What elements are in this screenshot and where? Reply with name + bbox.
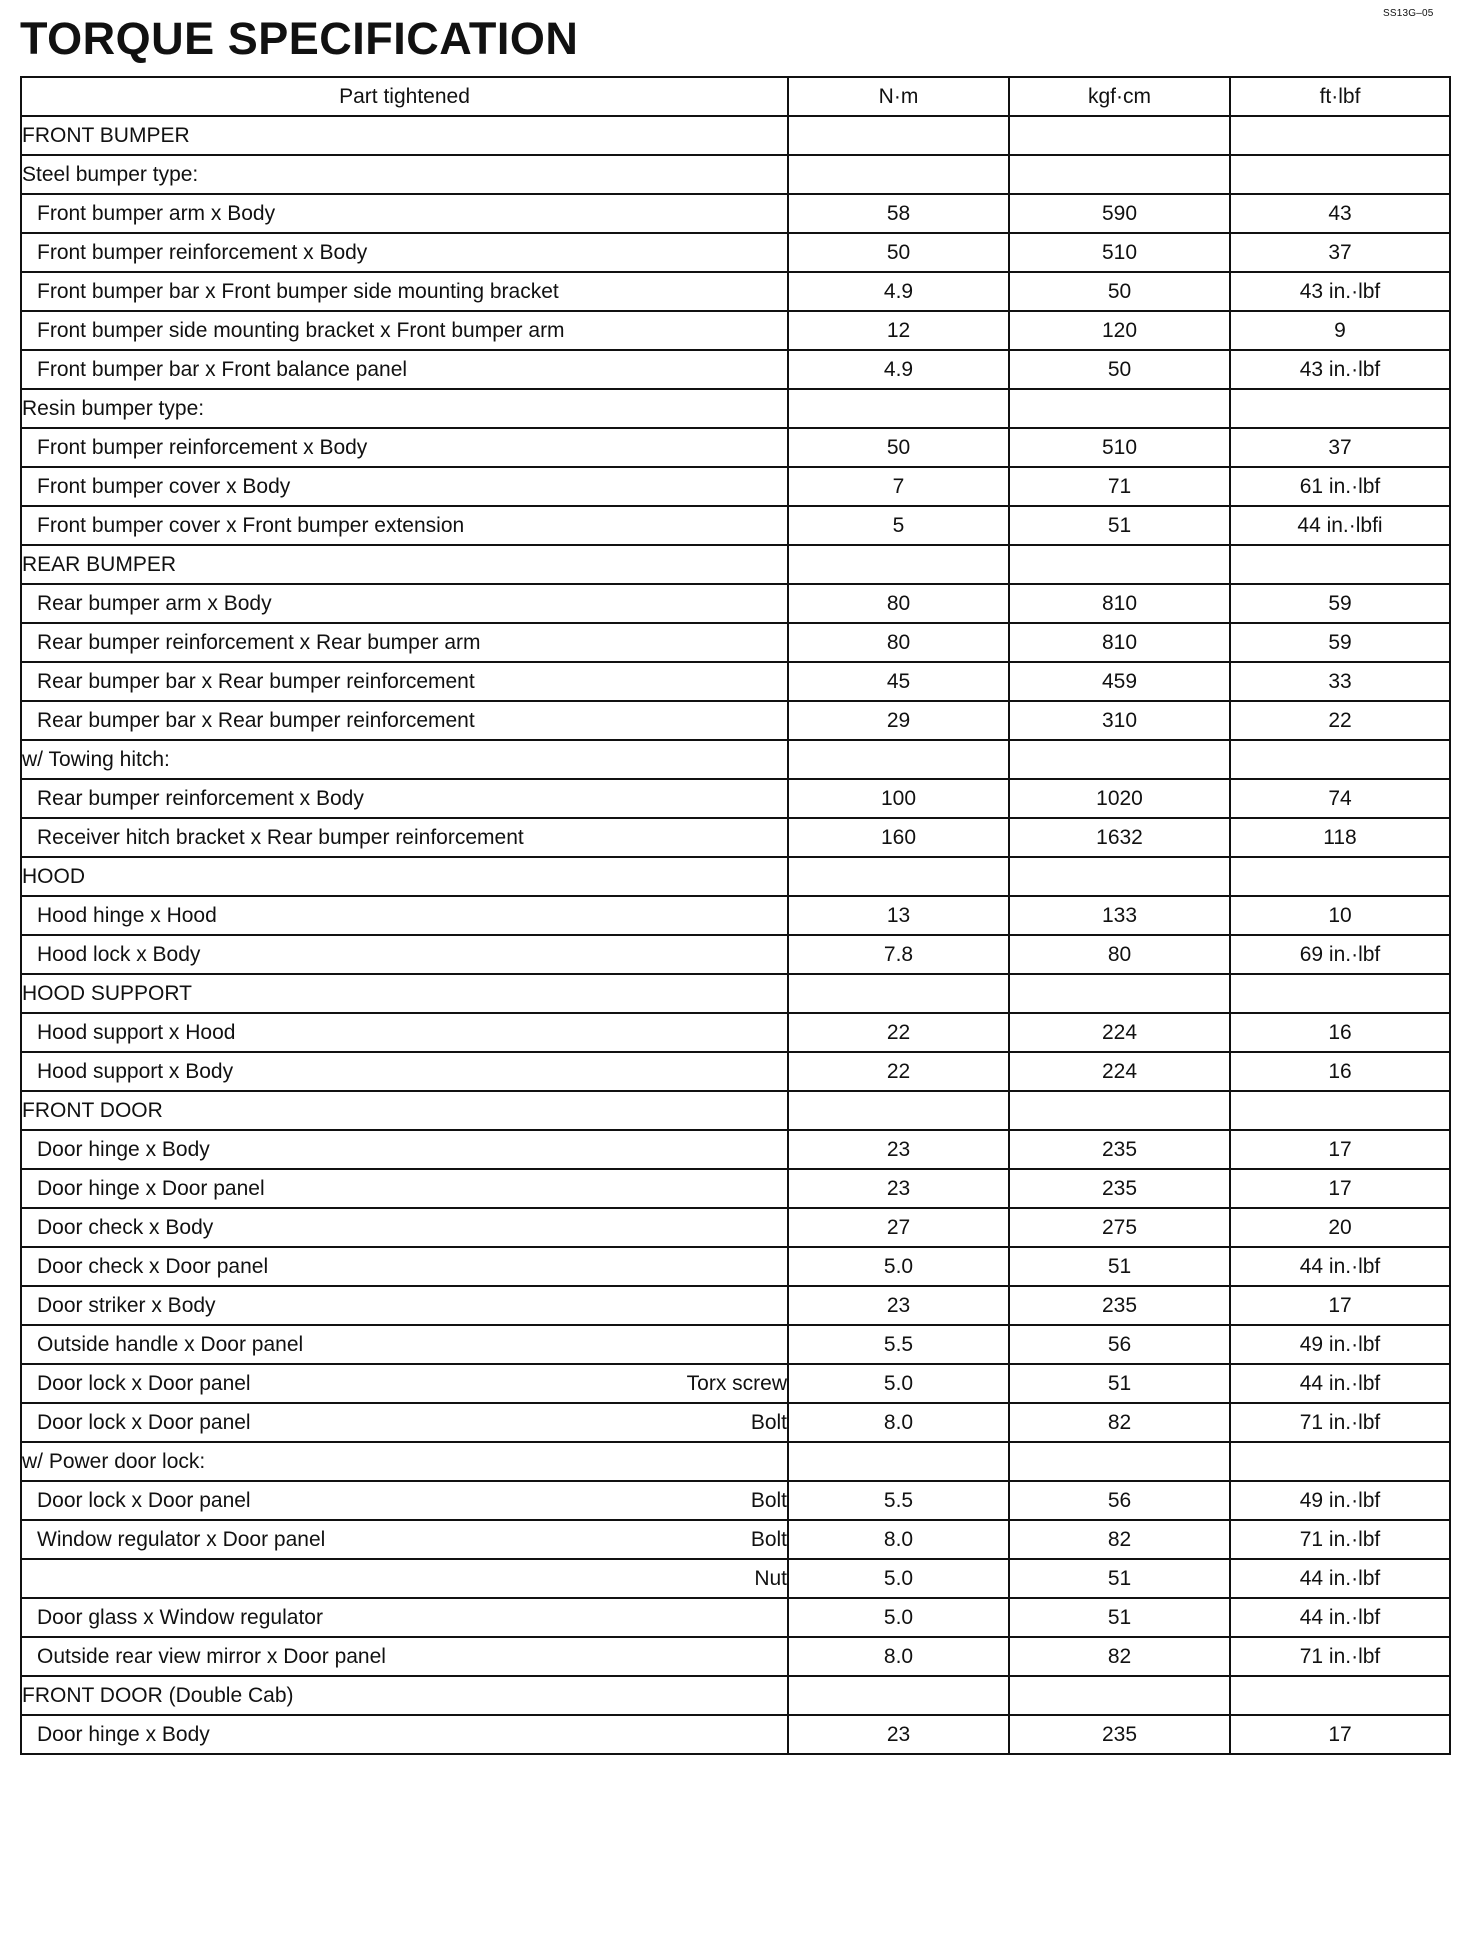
table-row <box>21 701 1450 740</box>
cell-kgf-cm: 51 <box>1009 1247 1230 1286</box>
cell-kgf-cm: 50 <box>1009 350 1230 389</box>
cell-ft-lbf <box>1230 1676 1450 1715</box>
cell-kgf-cm: 1632 <box>1009 818 1230 857</box>
cell-nm <box>788 1442 1009 1481</box>
cell-part <box>21 116 788 155</box>
cell-ft-lbf: 71 in.·lbf <box>1230 1403 1450 1442</box>
cell-part <box>21 1715 788 1754</box>
cell-kgf-cm: 51 <box>1009 1559 1230 1598</box>
cell-part-label: Steel bumper type: <box>22 162 199 186</box>
table-row <box>21 1520 1450 1559</box>
cell-part <box>21 1013 788 1052</box>
table-row <box>21 935 1450 974</box>
table-row <box>21 389 1450 428</box>
cell-part <box>21 194 788 233</box>
cell-part-note: Nut <box>754 1566 787 1590</box>
cell-kgf-cm: 80 <box>1009 935 1230 974</box>
cell-kgf-cm: 50 <box>1009 272 1230 311</box>
cell-ft-lbf: 44 in.·lbf <box>1230 1364 1450 1403</box>
cell-nm: 5.0 <box>788 1364 1009 1403</box>
cell-part-label: Front bumper arm x Body <box>37 201 276 225</box>
cell-kgf-cm: 51 <box>1009 506 1230 545</box>
table-row <box>21 1052 1450 1091</box>
cell-nm: 5.5 <box>788 1481 1009 1520</box>
cell-part-label: Outside handle x Door panel <box>37 1332 304 1356</box>
table-row <box>21 857 1450 896</box>
cell-nm: 5 <box>788 506 1009 545</box>
cell-nm: 100 <box>788 779 1009 818</box>
cell-nm <box>788 545 1009 584</box>
table-row <box>21 1247 1450 1286</box>
cell-part-note: Bolt <box>750 1488 787 1512</box>
cell-kgf-cm <box>1009 389 1230 428</box>
cell-nm <box>788 1091 1009 1130</box>
cell-kgf-cm <box>1009 857 1230 896</box>
cell-ft-lbf: 16 <box>1230 1052 1450 1091</box>
cell-part <box>21 389 788 428</box>
table-row <box>21 1130 1450 1169</box>
cell-part-label: Hood support x Hood <box>37 1020 236 1044</box>
cell-ft-lbf: 61 in.·lbf <box>1230 467 1450 506</box>
cell-kgf-cm <box>1009 1442 1230 1481</box>
cell-part-label: Door hinge x Body <box>37 1722 210 1746</box>
header-nm: N·m <box>788 77 1009 116</box>
cell-ft-lbf <box>1230 857 1450 896</box>
cell-part <box>21 311 788 350</box>
cell-nm: 13 <box>788 896 1009 935</box>
table-row <box>21 194 1450 233</box>
cell-nm: 8.0 <box>788 1520 1009 1559</box>
cell-part <box>21 1364 788 1403</box>
cell-kgf-cm: 810 <box>1009 623 1230 662</box>
cell-part-label: Door striker x Body <box>37 1293 216 1317</box>
cell-kgf-cm: 590 <box>1009 194 1230 233</box>
cell-part <box>21 584 788 623</box>
cell-nm <box>788 857 1009 896</box>
cell-ft-lbf <box>1230 1091 1450 1130</box>
cell-part <box>21 818 788 857</box>
cell-nm: 5.0 <box>788 1247 1009 1286</box>
table-row <box>21 311 1450 350</box>
cell-ft-lbf: 71 in.·lbf <box>1230 1520 1450 1559</box>
table-row <box>21 155 1450 194</box>
cell-nm: 22 <box>788 1052 1009 1091</box>
cell-part-label: Rear bumper reinforcement x Rear bumper arm <box>37 630 481 654</box>
cell-ft-lbf <box>1230 389 1450 428</box>
header-ft-lbf: ft·lbf <box>1230 77 1450 116</box>
cell-ft-lbf: 22 <box>1230 701 1450 740</box>
cell-part <box>21 1169 788 1208</box>
cell-part-label: Rear bumper reinforcement x Body <box>37 786 364 810</box>
table-row <box>21 1286 1450 1325</box>
cell-kgf-cm: 51 <box>1009 1598 1230 1637</box>
cell-part <box>21 1247 788 1286</box>
cell-kgf-cm: 71 <box>1009 467 1230 506</box>
cell-kgf-cm <box>1009 974 1230 1013</box>
cell-part-label: Hood hinge x Hood <box>37 903 217 927</box>
cell-kgf-cm: 56 <box>1009 1325 1230 1364</box>
cell-ft-lbf: 33 <box>1230 662 1450 701</box>
cell-part-label: Hood support x Body <box>37 1059 234 1083</box>
cell-kgf-cm: 459 <box>1009 662 1230 701</box>
table-row <box>21 233 1450 272</box>
cell-nm: 80 <box>788 623 1009 662</box>
cell-ft-lbf: 17 <box>1230 1715 1450 1754</box>
cell-part-label: Door check x Body <box>37 1215 214 1239</box>
table-row <box>21 116 1450 155</box>
cell-part <box>21 1130 788 1169</box>
cell-kgf-cm: 235 <box>1009 1715 1230 1754</box>
table-row <box>21 467 1450 506</box>
cell-part <box>21 1052 788 1091</box>
cell-part-label: w/ Power door lock: <box>22 1449 206 1473</box>
cell-part <box>21 350 788 389</box>
cell-nm: 27 <box>788 1208 1009 1247</box>
cell-nm: 23 <box>788 1286 1009 1325</box>
cell-kgf-cm <box>1009 545 1230 584</box>
cell-part <box>21 701 788 740</box>
cell-part-label: Door hinge x Door panel <box>37 1176 265 1200</box>
cell-part-label: Resin bumper type: <box>22 396 205 420</box>
table-row <box>21 662 1450 701</box>
cell-ft-lbf <box>1230 974 1450 1013</box>
cell-ft-lbf: 44 in.·lbf <box>1230 1247 1450 1286</box>
cell-nm: 29 <box>788 701 1009 740</box>
cell-part <box>21 233 788 272</box>
cell-part <box>21 272 788 311</box>
cell-nm: 5.5 <box>788 1325 1009 1364</box>
table-row <box>21 1481 1450 1520</box>
cell-part <box>21 1676 788 1715</box>
torque-table <box>20 76 1451 1755</box>
cell-ft-lbf <box>1230 740 1450 779</box>
cell-part-label: Front bumper cover x Body <box>37 474 291 498</box>
cell-ft-lbf: 10 <box>1230 896 1450 935</box>
cell-nm <box>788 1676 1009 1715</box>
cell-part-label: HOOD <box>22 864 85 888</box>
cell-ft-lbf: 43 <box>1230 194 1450 233</box>
cell-part-label: Front bumper reinforcement x Body <box>37 240 368 264</box>
cell-part-label: Door lock x Door panel <box>37 1410 251 1434</box>
cell-part-label: Door glass x Window regulator <box>37 1605 323 1629</box>
cell-ft-lbf: 9 <box>1230 311 1450 350</box>
table-row <box>21 428 1450 467</box>
cell-part <box>21 467 788 506</box>
cell-nm: 50 <box>788 428 1009 467</box>
cell-part <box>21 857 788 896</box>
cell-ft-lbf: 37 <box>1230 428 1450 467</box>
cell-part-label: Rear bumper bar x Rear bumper reinforcement <box>37 708 475 732</box>
page-title: TORQUE SPECIFICATION <box>20 13 579 64</box>
cell-part-note: Bolt <box>750 1527 787 1551</box>
table-row <box>21 818 1450 857</box>
cell-ft-lbf: 44 in.·lbf <box>1230 1559 1450 1598</box>
cell-part-label: Door lock x Door panel <box>37 1371 251 1395</box>
cell-kgf-cm: 810 <box>1009 584 1230 623</box>
cell-part <box>21 1403 788 1442</box>
table-row <box>21 740 1450 779</box>
cell-part <box>21 1091 788 1130</box>
cell-nm: 50 <box>788 233 1009 272</box>
table-row <box>21 623 1450 662</box>
cell-part-label: REAR BUMPER <box>22 552 177 576</box>
cell-part <box>21 1559 788 1598</box>
cell-ft-lbf <box>1230 116 1450 155</box>
cell-part-label: HOOD SUPPORT <box>22 981 192 1005</box>
cell-nm <box>788 155 1009 194</box>
cell-ft-lbf: 17 <box>1230 1169 1450 1208</box>
cell-part <box>21 1442 788 1481</box>
cell-ft-lbf <box>1230 1442 1450 1481</box>
cell-nm: 8.0 <box>788 1403 1009 1442</box>
cell-ft-lbf: 20 <box>1230 1208 1450 1247</box>
cell-ft-lbf: 59 <box>1230 584 1450 623</box>
table-row <box>21 1676 1450 1715</box>
cell-kgf-cm: 1020 <box>1009 779 1230 818</box>
cell-ft-lbf: 43 in.·lbf <box>1230 272 1450 311</box>
table-row <box>21 1013 1450 1052</box>
cell-kgf-cm: 82 <box>1009 1403 1230 1442</box>
cell-kgf-cm <box>1009 1676 1230 1715</box>
cell-kgf-cm: 224 <box>1009 1013 1230 1052</box>
cell-ft-lbf: 71 in.·lbf <box>1230 1637 1450 1676</box>
cell-kgf-cm <box>1009 116 1230 155</box>
table-row <box>21 1637 1450 1676</box>
cell-part-note: Torx screw <box>686 1371 787 1395</box>
cell-nm: 45 <box>788 662 1009 701</box>
cell-part-label: Receiver hitch bracket x Rear bumper reinforcement <box>37 825 524 849</box>
cell-nm: 58 <box>788 194 1009 233</box>
cell-nm: 4.9 <box>788 272 1009 311</box>
cell-kgf-cm: 133 <box>1009 896 1230 935</box>
cell-part <box>21 545 788 584</box>
cell-part <box>21 428 788 467</box>
cell-part <box>21 1208 788 1247</box>
cell-part <box>21 740 788 779</box>
cell-part <box>21 506 788 545</box>
table-row <box>21 1559 1450 1598</box>
cell-part <box>21 1325 788 1364</box>
cell-part <box>21 1598 788 1637</box>
cell-kgf-cm: 275 <box>1009 1208 1230 1247</box>
cell-nm <box>788 116 1009 155</box>
cell-nm: 5.0 <box>788 1559 1009 1598</box>
table-row <box>21 506 1450 545</box>
cell-ft-lbf: 59 <box>1230 623 1450 662</box>
table-header-row <box>21 77 1450 116</box>
cell-kgf-cm <box>1009 155 1230 194</box>
cell-part-label: Hood lock x Body <box>37 942 201 966</box>
table-row <box>21 1598 1450 1637</box>
table-row <box>21 1715 1450 1754</box>
cell-ft-lbf: 17 <box>1230 1130 1450 1169</box>
table-row <box>21 1208 1450 1247</box>
table-row <box>21 1325 1450 1364</box>
cell-nm: 22 <box>788 1013 1009 1052</box>
cell-kgf-cm: 82 <box>1009 1637 1230 1676</box>
cell-part <box>21 896 788 935</box>
header-part-tightened: Part tightened <box>21 77 788 116</box>
cell-nm: 80 <box>788 584 1009 623</box>
cell-part-label: Door lock x Door panel <box>37 1488 251 1512</box>
document-code: SS13G–05 <box>1383 8 1434 19</box>
cell-kgf-cm: 510 <box>1009 428 1230 467</box>
cell-nm <box>788 974 1009 1013</box>
cell-part-label: FRONT BUMPER <box>22 123 190 147</box>
cell-kgf-cm: 235 <box>1009 1286 1230 1325</box>
cell-nm: 7 <box>788 467 1009 506</box>
table-row <box>21 584 1450 623</box>
cell-part <box>21 1637 788 1676</box>
cell-nm: 160 <box>788 818 1009 857</box>
table-row <box>21 272 1450 311</box>
table-body <box>21 116 1450 1754</box>
cell-ft-lbf: 69 in.·lbf <box>1230 935 1450 974</box>
cell-part-label: Outside rear view mirror x Door panel <box>37 1644 386 1668</box>
cell-kgf-cm: 56 <box>1009 1481 1230 1520</box>
cell-ft-lbf: 44 in.·lbf <box>1230 1598 1450 1637</box>
cell-kgf-cm: 224 <box>1009 1052 1230 1091</box>
cell-nm: 5.0 <box>788 1598 1009 1637</box>
cell-part-label: Window regulator x Door panel <box>37 1527 326 1551</box>
table-row <box>21 350 1450 389</box>
cell-ft-lbf: 37 <box>1230 233 1450 272</box>
table-row <box>21 1442 1450 1481</box>
table-row <box>21 1091 1450 1130</box>
cell-ft-lbf: 16 <box>1230 1013 1450 1052</box>
cell-part <box>21 935 788 974</box>
table-row <box>21 1169 1450 1208</box>
cell-part-label: Door check x Door panel <box>37 1254 269 1278</box>
cell-nm: 12 <box>788 311 1009 350</box>
cell-part-label: Front bumper side mounting bracket x Front bumper arm <box>37 318 565 342</box>
cell-kgf-cm <box>1009 1091 1230 1130</box>
cell-nm <box>788 740 1009 779</box>
table-row <box>21 896 1450 935</box>
cell-ft-lbf <box>1230 155 1450 194</box>
cell-ft-lbf: 118 <box>1230 818 1450 857</box>
cell-part-label: Rear bumper bar x Rear bumper reinforcement <box>37 669 475 693</box>
cell-kgf-cm: 235 <box>1009 1169 1230 1208</box>
cell-kgf-cm: 310 <box>1009 701 1230 740</box>
cell-part-label: Front bumper bar x Front balance panel <box>37 357 408 381</box>
table-row <box>21 779 1450 818</box>
cell-part-label: Front bumper bar x Front bumper side mounting bracket <box>37 279 559 303</box>
cell-part-label: FRONT DOOR (Double Cab) <box>22 1683 294 1707</box>
cell-part <box>21 155 788 194</box>
cell-part-label: Door hinge x Body <box>37 1137 210 1161</box>
table-row <box>21 1364 1450 1403</box>
cell-kgf-cm: 120 <box>1009 311 1230 350</box>
cell-kgf-cm: 510 <box>1009 233 1230 272</box>
cell-ft-lbf: 17 <box>1230 1286 1450 1325</box>
cell-part <box>21 1520 788 1559</box>
header-kgf-cm: kgf·cm <box>1009 77 1230 116</box>
cell-part-label: Front bumper cover x Front bumper extension <box>37 513 465 537</box>
cell-ft-lbf: 43 in.·lbf <box>1230 350 1450 389</box>
cell-part-label: w/ Towing hitch: <box>22 747 170 771</box>
cell-part-note: Bolt <box>750 1410 787 1434</box>
table-row <box>21 974 1450 1013</box>
cell-part-label: Rear bumper arm x Body <box>37 591 272 615</box>
cell-part <box>21 623 788 662</box>
cell-kgf-cm <box>1009 740 1230 779</box>
cell-nm: 23 <box>788 1169 1009 1208</box>
table-row <box>21 545 1450 584</box>
cell-part <box>21 1481 788 1520</box>
cell-kgf-cm: 82 <box>1009 1520 1230 1559</box>
cell-nm: 4.9 <box>788 350 1009 389</box>
cell-part <box>21 974 788 1013</box>
cell-kgf-cm: 235 <box>1009 1130 1230 1169</box>
cell-part <box>21 662 788 701</box>
cell-ft-lbf: 49 in.·lbf <box>1230 1481 1450 1520</box>
cell-ft-lbf: 44 in.·lbfi <box>1230 506 1450 545</box>
cell-nm: 8.0 <box>788 1637 1009 1676</box>
cell-nm <box>788 389 1009 428</box>
cell-part-label: FRONT DOOR <box>22 1098 163 1122</box>
cell-nm: 7.8 <box>788 935 1009 974</box>
cell-ft-lbf: 49 in.·lbf <box>1230 1325 1450 1364</box>
cell-part-label: Front bumper reinforcement x Body <box>37 435 368 459</box>
cell-nm: 23 <box>788 1130 1009 1169</box>
cell-ft-lbf: 74 <box>1230 779 1450 818</box>
cell-ft-lbf <box>1230 545 1450 584</box>
cell-part <box>21 1286 788 1325</box>
table-row <box>21 1403 1450 1442</box>
cell-kgf-cm: 51 <box>1009 1364 1230 1403</box>
cell-part <box>21 779 788 818</box>
cell-nm: 23 <box>788 1715 1009 1754</box>
